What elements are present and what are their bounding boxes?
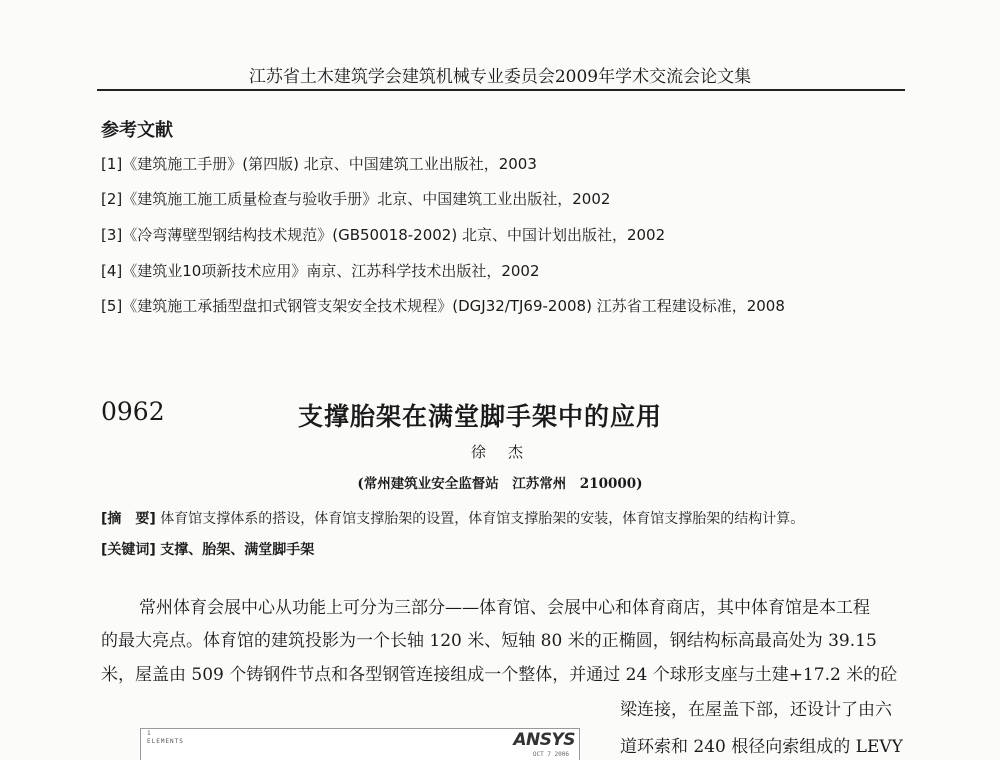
body-text-line: 道环索和 240 根径向索组成的 LEVY: [620, 737, 903, 757]
figure-index: 1: [147, 730, 151, 737]
body-text-line: 米，屋盖由 509 个铸钢件节点和各型钢管连接组成一个整体，并通过 24 个球形支座与土建+17.2 米的砼: [101, 665, 898, 685]
reference-item: [4]《建筑业10项新技术应用》南京、江苏科学技术出版社，2002: [101, 262, 540, 280]
ansys-figure: [140, 728, 580, 760]
article-title: 支撑胎架在满堂脚手架中的应用: [298, 402, 663, 431]
reference-item: [1]《建筑施工手册》(第四版) 北京、中国建筑工业出版社，2003: [101, 155, 537, 173]
abstract-text: 体育馆支撑体系的搭设，体育馆支撑胎架的设置，体育馆支撑胎架的安装，体育馆支撑胎架的结构计算。: [160, 511, 805, 527]
body-text-line: 常州体育会展中心从功能上可分为三部分——体育馆、会展中心和体育商店，其中体育馆是本工程: [139, 598, 870, 618]
article-number: 0962: [101, 397, 165, 426]
author-affiliation: (常州建筑业安全监督站 江苏常州 210000): [357, 476, 643, 492]
running-header: 江苏省土木建筑学会建筑机械专业委员会2009年学术交流会论文集: [248, 67, 752, 87]
ansys-logo: ANSYS: [513, 730, 575, 750]
abstract: [101, 508, 804, 528]
header-rule: [97, 89, 905, 91]
keywords-text: 支撑、胎架、满堂脚手架: [160, 542, 315, 558]
body-text-line: 梁连接，在屋盖下部，还设计了由六: [620, 700, 892, 720]
keywords-label: [关键词]: [101, 542, 156, 558]
reference-item: [3]《冷弯薄壁型钢结构技术规范》(GB50018-2002) 北京、中国计划出版社，2002: [101, 226, 666, 244]
reference-item: [2]《建筑施工施工质量检查与验收手册》北京、中国建筑工业出版社，2002: [101, 190, 611, 208]
abstract-label: [摘 要]: [101, 511, 156, 527]
figure-date: OCT 7 2006: [532, 751, 569, 758]
body-text-line: 的最大亮点。体育馆的建筑投影为一个长轴 120 米、短轴 80 米的正椭圆，钢结构标高最高处为 39.15: [101, 631, 877, 651]
keywords: [101, 539, 314, 559]
references-heading: 参考文献: [101, 120, 173, 141]
reference-item: [5]《建筑施工承插型盘扣式钢管支架安全技术规程》(DGJ32/TJ69-2008) 江苏省工程建设标准，2008: [101, 297, 785, 315]
author-name: 徐杰: [471, 443, 546, 461]
figure-label: ELEMENTS: [147, 738, 184, 745]
